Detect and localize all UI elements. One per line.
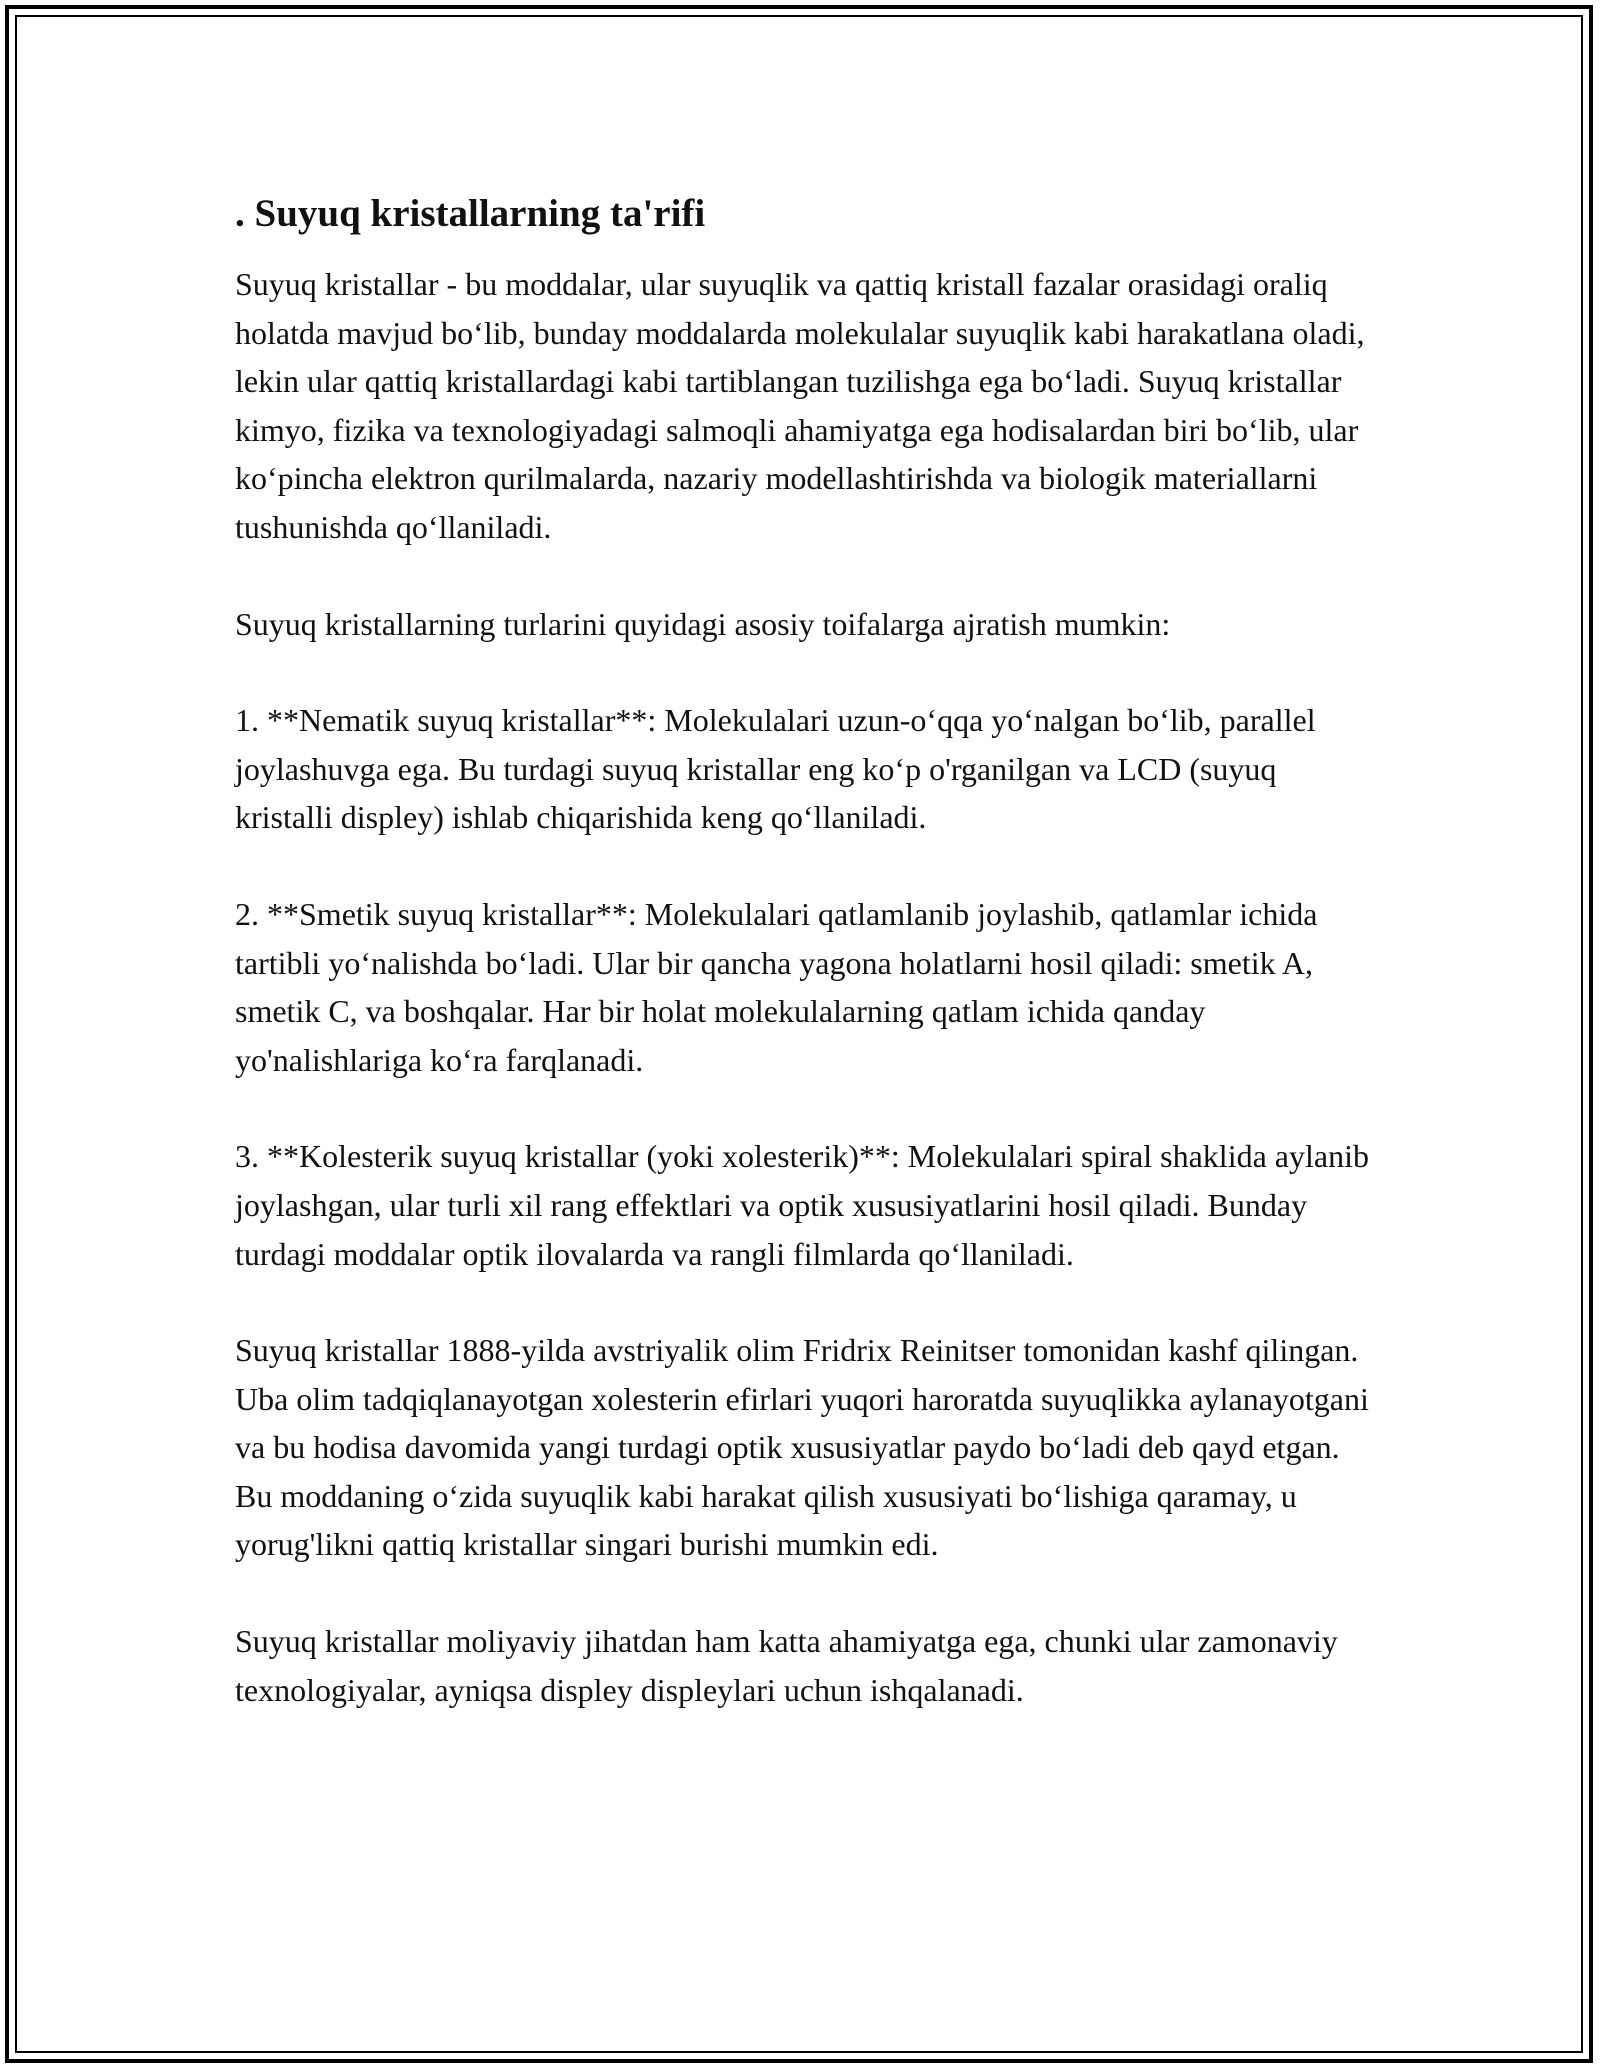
document-title: . Suyuq kristallarning ta'rifi: [235, 192, 706, 235]
paragraph-types-intro: Suyuq kristallarning turlarini quyidagi asosiy toifalarga ajratish mumkin:: [235, 605, 1171, 642]
paragraph-nematic: 1. **Nematik suyuq kristallar**: Molekulalari uzun-o‘qqa yo‘nalgan bo‘lib, parallel joylashuvga ega. Bu turdagi suyuq kristallar eng ko‘p o'rganilgan va LCD (suyuq kristalli displey) ishlab chiqarishida keng qo‘llaniladi.: [235, 702, 1316, 836]
paragraph-significance: Suyuq kristallar moliyaviy jihatdan ham katta ahamiyatga ega, chunki ular zamonaviy texnologiyalar, ayniqsa displey displeylari uchun ishqalanadi.: [235, 1623, 1338, 1708]
paragraph-history: Suyuq kristallar 1888-yilda avstriyalik olim Fridrix Reinitser tomonidan kashf qilingan. Uba olim tadqiqlanayotgan xolesterin efirlari yuqori haroratda suyuqlikka aylanayotgani va bu hodisa davomida yangi turdagi optik xususiyatlar paydo bo‘ladi deb qayd etgan. Bu moddaning o‘zida suyuqlik kabi harakat qilish xususiyati bo‘lishiga qaramay, u yorug'likni qattiq kristallar singari burishi mumkin edi.: [235, 1332, 1369, 1563]
paragraph-definition: Suyuq kristallar - bu moddalar, ular suyuqlik va qattiq kristall fazalar orasidagi oraliq holatda mavjud bo‘lib, bunday moddalarda molekulalar suyuqlik kabi harakatlana oladi, lekin ular qattiq kristallardagi kabi tartiblangan tuzilishga ega bo‘ladi. Suyuq kristallar kimyo, fizika va texnologiyadagi salmoqli ahamiyatga ega hodisalardan biri bo‘lib, ular ko‘pincha elektron qurilmalarda, nazariy modellashtirishda va biologik materiallarni tushunishda qo‘llaniladi.: [235, 266, 1365, 545]
paragraph-smectic: 2. **Smetik suyuq kristallar**: Molekulalari qatlamlanib joylashib, qatlamlar ichida tartibli yo‘nalishda bo‘ladi. Ular bir qancha yagona holatlarni hosil qiladi: smetik A, smetik C, va boshqalar. Har bir holat molekulalarning qatlam ichida qanday yo'nalishlariga ko‘ra farqlanadi.: [235, 895, 1318, 1078]
document-body: [235, 190, 1380, 1762]
paragraph-cholesteric: 3. **Kolesterik suyuq kristallar (yoki xolesterik)**: Molekulalari spiral shaklida aylanib joylashgan, ular turli xil rang effektlari va optik xususiyatlarini hosil qiladi. Bunday turdagi moddalar optik ilovalarda va rangli filmlarda qo‘llaniladi.: [235, 1138, 1369, 1272]
